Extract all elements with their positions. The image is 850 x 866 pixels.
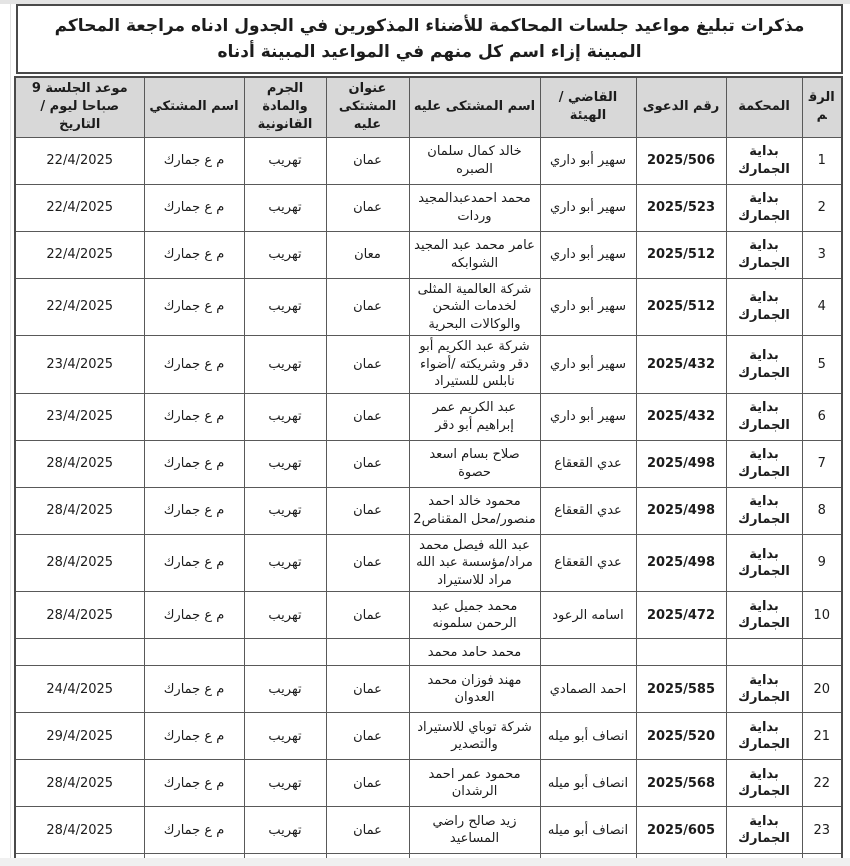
cell-court: بداية الجمارك: [726, 760, 802, 807]
cell-crime: تهريب: [244, 760, 326, 807]
cell-complainant: م ع جمارك: [144, 760, 244, 807]
cell-complainant: م ع جمارك: [144, 440, 244, 487]
cell-date: 24/4/2025: [15, 666, 144, 713]
cell-judge: سهير أبو داري: [540, 393, 636, 440]
cell-judge: انصاف أبو ميله: [540, 807, 636, 854]
cell-court: بداية الجمارك: [726, 137, 802, 184]
cell-num: 10: [802, 592, 842, 639]
cell-complainant: [144, 639, 244, 666]
cell-case_no: 2025/568: [636, 760, 726, 807]
cell-address: عمان: [326, 534, 409, 592]
court-schedule-table: [14, 76, 843, 860]
cell-date: 23/4/2025: [15, 336, 144, 394]
cell-num: 20: [802, 666, 842, 713]
table-row: [15, 336, 842, 394]
table-row: [15, 137, 842, 184]
cell-complainant: م ع جمارك: [144, 393, 244, 440]
cell-case_no: 2025/512: [636, 231, 726, 278]
cell-date: 23/4/2025: [15, 393, 144, 440]
cell-complainant: م ع جمارك: [144, 278, 244, 336]
cell-address: عمان: [326, 760, 409, 807]
cell-case_no: 2025/605: [636, 807, 726, 854]
cell-date: 28/4/2025: [15, 487, 144, 534]
cell-address: عمان: [326, 137, 409, 184]
cell-defendant: محمد احمدعبدالمجيد وردات: [409, 184, 540, 231]
cell-crime: [244, 639, 326, 666]
column-header-date: موعد الجلسة 9 صباحا ليوم / التاريخ: [15, 77, 144, 137]
cell-court: بداية الجمارك: [726, 534, 802, 592]
cell-crime: تهريب: [244, 534, 326, 592]
column-header-court: المحكمة: [726, 77, 802, 137]
cell-date: [15, 639, 144, 666]
cell-crime: تهريب: [244, 184, 326, 231]
cell-crime: تهريب: [244, 137, 326, 184]
cell-date: 22/4/2025: [15, 137, 144, 184]
cell-judge: سهير أبو داري: [540, 278, 636, 336]
cell-complainant: م ع جمارك: [144, 713, 244, 760]
cell-case_no: 2025/498: [636, 487, 726, 534]
table-row: [15, 487, 842, 534]
cell-crime: تهريب: [244, 393, 326, 440]
table-row: [15, 713, 842, 760]
cell-crime: تهريب: [244, 807, 326, 854]
cell-crime: تهريب: [244, 592, 326, 639]
cell-case_no: 2025/512: [636, 278, 726, 336]
page-bottom-strip: [0, 858, 850, 866]
cell-defendant: عبد الله فيصل محمد مراد/مؤسسة عبد الله مراد للاستيراد: [409, 534, 540, 592]
cell-court: بداية الجمارك: [726, 807, 802, 854]
table-row: [15, 534, 842, 592]
cell-court: بداية الجمارك: [726, 184, 802, 231]
cell-num: 1: [802, 137, 842, 184]
cell-defendant: شركة توباي للاستيراد والتصدير: [409, 713, 540, 760]
cell-judge: انصاف أبو ميله: [540, 760, 636, 807]
cell-crime: تهريب: [244, 440, 326, 487]
table-row: [15, 760, 842, 807]
cell-court: بداية الجمارك: [726, 487, 802, 534]
cell-complainant: م ع جمارك: [144, 231, 244, 278]
cell-date: 28/4/2025: [15, 760, 144, 807]
cell-court: بداية الجمارك: [726, 713, 802, 760]
cell-address: عمان: [326, 487, 409, 534]
cell-judge: [540, 639, 636, 666]
cell-court: بداية الجمارك: [726, 393, 802, 440]
cell-address: عمان: [326, 666, 409, 713]
cell-case_no: 2025/585: [636, 666, 726, 713]
cell-complainant: م ع جمارك: [144, 184, 244, 231]
cell-address: عمان: [326, 393, 409, 440]
cell-case_no: 2025/498: [636, 534, 726, 592]
cell-crime: تهريب: [244, 231, 326, 278]
cell-court: [726, 639, 802, 666]
cell-defendant: عامر محمد عبد المجيد الشوابكه: [409, 231, 540, 278]
column-header-defendant: اسم المشتكى عليه: [409, 77, 540, 137]
cell-judge: سهير أبو داري: [540, 336, 636, 394]
cell-crime: تهريب: [244, 713, 326, 760]
cell-complainant: م ع جمارك: [144, 336, 244, 394]
table-row: [15, 807, 842, 854]
cell-case_no: 2025/506: [636, 137, 726, 184]
cell-judge: انصاف أبو ميله: [540, 713, 636, 760]
cell-judge: احمد الصمادي: [540, 666, 636, 713]
cell-judge: عدي القعقاع: [540, 487, 636, 534]
cell-judge: سهير أبو داري: [540, 184, 636, 231]
table-row: [15, 440, 842, 487]
table-row: [15, 393, 842, 440]
cell-crime: تهريب: [244, 278, 326, 336]
cell-judge: سهير أبو داري: [540, 231, 636, 278]
table-row: [15, 231, 842, 278]
cell-defendant: محمد حامد محمد: [409, 639, 540, 666]
cell-defendant: محمود خالد احمد منصور/محل المقناص2: [409, 487, 540, 534]
cell-date: 22/4/2025: [15, 184, 144, 231]
cell-complainant: م ع جمارك: [144, 592, 244, 639]
cell-case_no: 2025/523: [636, 184, 726, 231]
table-header-row: [15, 77, 842, 137]
cell-case_no: 2025/498: [636, 440, 726, 487]
cell-court: بداية الجمارك: [726, 231, 802, 278]
cell-date: 22/4/2025: [15, 231, 144, 278]
cell-court: بداية الجمارك: [726, 440, 802, 487]
column-header-crime: الجرم والمادة القانونية: [244, 77, 326, 137]
cell-num: 23: [802, 807, 842, 854]
cell-address: عمان: [326, 336, 409, 394]
cell-address: عمان: [326, 184, 409, 231]
column-header-case_no: رقم الدعوى: [636, 77, 726, 137]
cell-complainant: م ع جمارك: [144, 807, 244, 854]
cell-case_no: 2025/432: [636, 336, 726, 394]
cell-defendant: محمد جميل عبد الرحمن سلمونه: [409, 592, 540, 639]
cell-num: 5: [802, 336, 842, 394]
cell-crime: تهريب: [244, 487, 326, 534]
table-row: [15, 666, 842, 713]
cell-defendant: شركة العالمية المثلى لخدمات الشحن والوكالات البحرية: [409, 278, 540, 336]
cell-complainant: م ع جمارك: [144, 534, 244, 592]
cell-judge: عدي القعقاع: [540, 440, 636, 487]
cell-address: عمان: [326, 440, 409, 487]
cell-complainant: م ع جمارك: [144, 487, 244, 534]
cell-date: 28/4/2025: [15, 440, 144, 487]
cell-judge: اسامه الرعود: [540, 592, 636, 639]
cell-num: 4: [802, 278, 842, 336]
cell-address: معان: [326, 231, 409, 278]
cell-num: 7: [802, 440, 842, 487]
cell-defendant: محمود عمر احمد الرشدان: [409, 760, 540, 807]
cell-crime: تهريب: [244, 666, 326, 713]
cell-num: [802, 639, 842, 666]
column-header-num: الرقم: [802, 77, 842, 137]
cell-num: 6: [802, 393, 842, 440]
table-row: [15, 592, 842, 639]
cell-case_no: 2025/520: [636, 713, 726, 760]
cell-complainant: م ع جمارك: [144, 666, 244, 713]
column-header-judge: القاضي / الهيئة: [540, 77, 636, 137]
cell-address: عمان: [326, 592, 409, 639]
cell-defendant: زيد صالح راضي المساعيد: [409, 807, 540, 854]
cell-case_no: 2025/472: [636, 592, 726, 639]
column-header-address: عنوان المشتكى عليه: [326, 77, 409, 137]
cell-case_no: [636, 639, 726, 666]
cell-court: بداية الجمارك: [726, 278, 802, 336]
cell-address: عمان: [326, 713, 409, 760]
cell-defendant: شركة عبد الكريم أبو دقر وشريكته /أضواء نابلس للستيراد: [409, 336, 540, 394]
cell-date: 28/4/2025: [15, 534, 144, 592]
page-edge-line: [10, 4, 11, 858]
cell-complainant: م ع جمارك: [144, 137, 244, 184]
table-row-truncated: [15, 639, 842, 666]
table-row: [15, 184, 842, 231]
cell-court: بداية الجمارك: [726, 592, 802, 639]
cell-judge: عدي القعقاع: [540, 534, 636, 592]
cell-address: [326, 639, 409, 666]
document-title: مذكرات تبليغ مواعيد جلسات المحاكمة للأضناء المذكورين في الجدول ادناه مراجعة المحاكم المبينة إزاء اسم كل منهم في المواعيد المبينة أدناه: [16, 4, 843, 74]
cell-num: 2: [802, 184, 842, 231]
column-header-complainant: اسم المشتكي: [144, 77, 244, 137]
table-body: [15, 137, 842, 859]
cell-address: عمان: [326, 807, 409, 854]
cell-num: 9: [802, 534, 842, 592]
cell-num: 22: [802, 760, 842, 807]
table-row: [15, 278, 842, 336]
cell-case_no: 2025/432: [636, 393, 726, 440]
cell-date: 22/4/2025: [15, 278, 144, 336]
cell-crime: تهريب: [244, 336, 326, 394]
cell-date: 29/4/2025: [15, 713, 144, 760]
cell-court: بداية الجمارك: [726, 666, 802, 713]
cell-address: عمان: [326, 278, 409, 336]
cell-judge: سهير أبو داري: [540, 137, 636, 184]
cell-num: 3: [802, 231, 842, 278]
cell-court: بداية الجمارك: [726, 336, 802, 394]
cell-date: 28/4/2025: [15, 807, 144, 854]
cell-defendant: مهند فوزان محمد العدوان: [409, 666, 540, 713]
cell-defendant: خالد كمال سلمان الصبره: [409, 137, 540, 184]
cell-defendant: عبد الكريم عمر إبراهيم أبو دقر: [409, 393, 540, 440]
cell-defendant: صلاح بسام اسعد حصوة: [409, 440, 540, 487]
cell-date: 28/4/2025: [15, 592, 144, 639]
court-notices-document: [16, 4, 843, 860]
cell-num: 21: [802, 713, 842, 760]
cell-num: 8: [802, 487, 842, 534]
